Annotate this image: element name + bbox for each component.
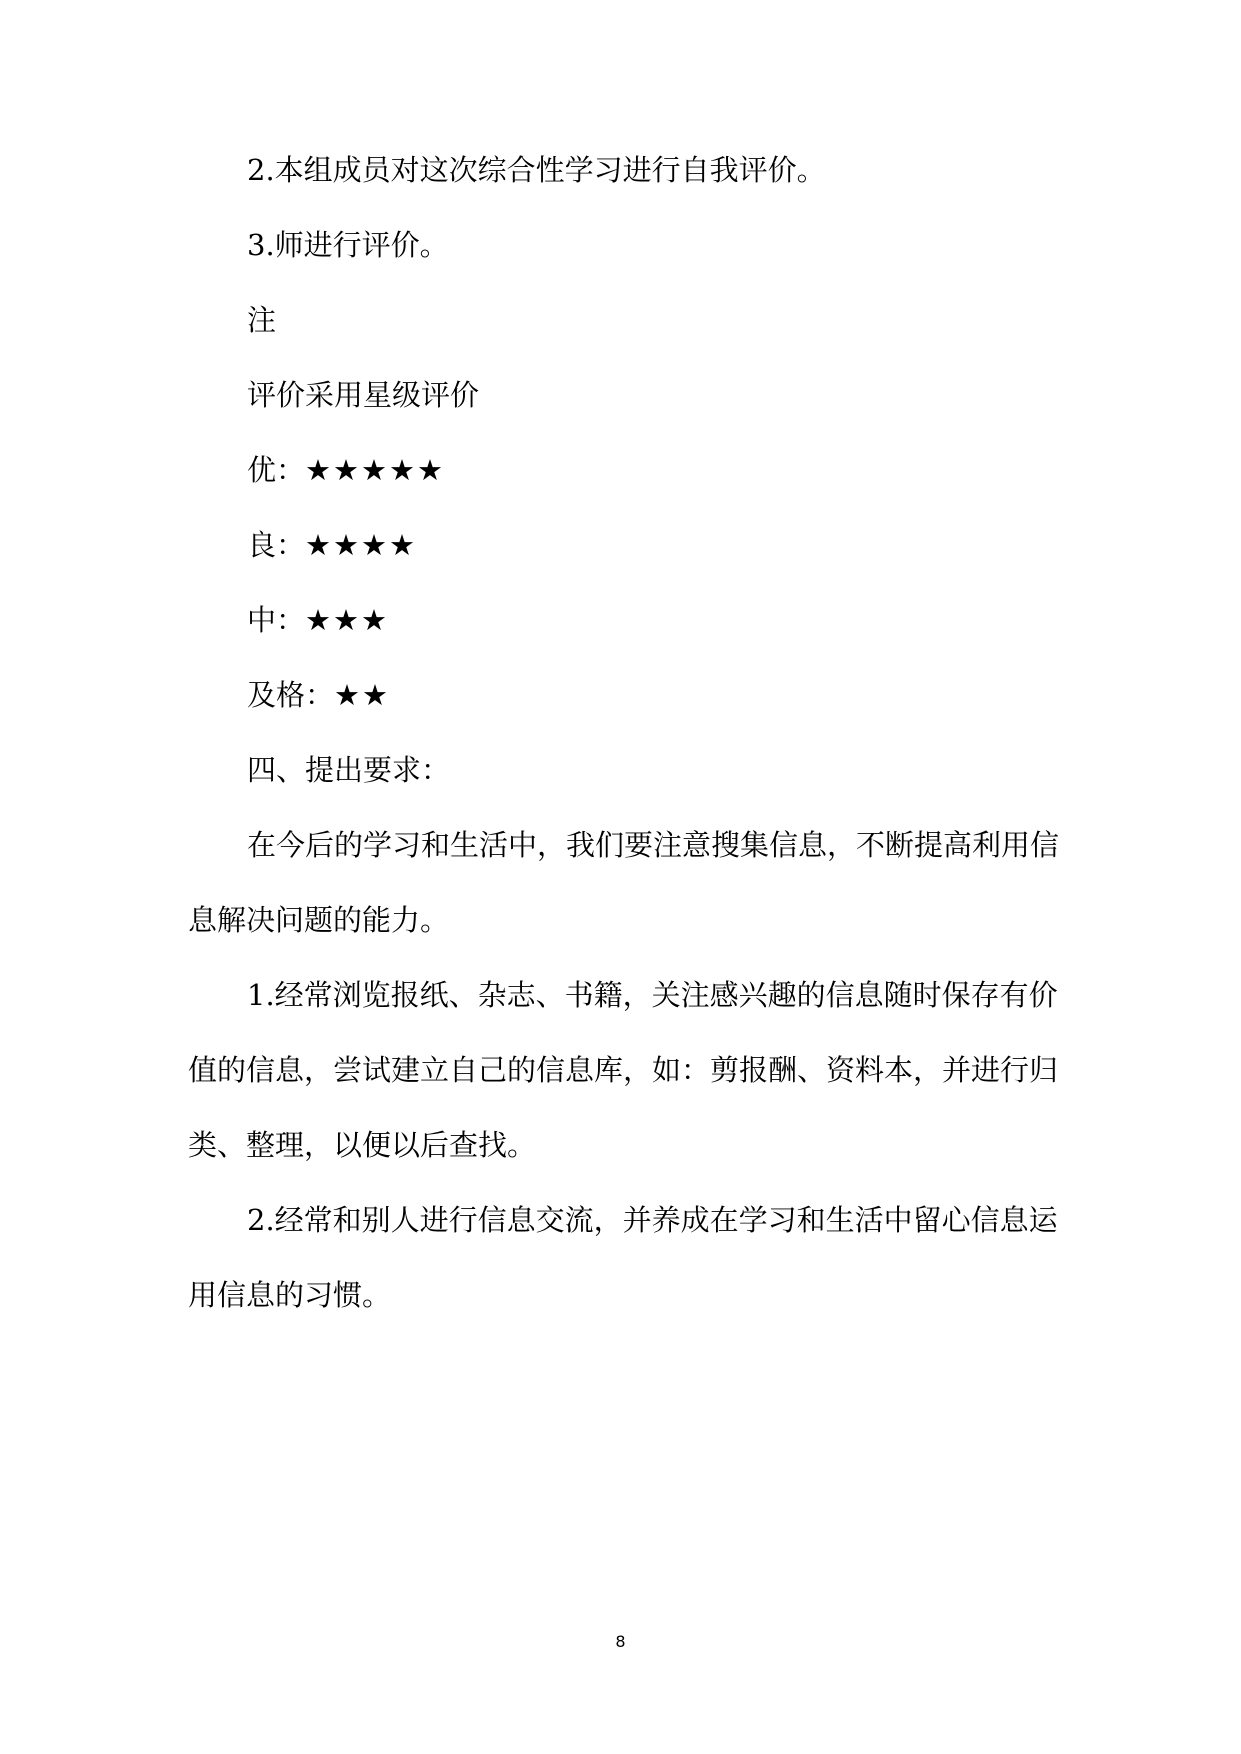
rating-label: 优： (247, 453, 306, 487)
paragraph-item1-line3: 类、整理，以便以后查找。 (188, 1128, 537, 1162)
paragraph-requirements-line2: 息解决问题的能力。 (188, 903, 450, 937)
rating-label: 中： (247, 603, 306, 637)
paragraph-teacher-evaluation: 3.师进行评价。 (247, 228, 449, 262)
paragraph-item2-line1: 2.经常和别人进行信息交流，并养成在学习和生活中留心信息运 (247, 1203, 1058, 1237)
paragraph-star-rating: 评价采用星级评价 (247, 378, 480, 412)
star-icons: ★★★★★ (305, 453, 446, 487)
rating-good (0, 525, 1241, 565)
note-heading: 注 (247, 303, 277, 337)
star-icons: ★★★★ (305, 528, 418, 562)
rating-pass (0, 675, 1241, 715)
star-icons: ★★★ (305, 603, 390, 637)
star-icons: ★★ (334, 678, 391, 712)
paragraph-requirements-line1: 在今后的学习和生活中，我们要注意搜集信息，不断提高利用信 (247, 828, 1060, 862)
rating-medium (0, 600, 1241, 640)
paragraph-self-evaluation: 2.本组成员对这次综合性学习进行自我评价。 (247, 153, 826, 187)
paragraph-item1-line1: 1.经常浏览报纸、杂志、书籍，关注感兴趣的信息随时保存有价 (247, 978, 1058, 1012)
paragraph-item2-line2: 用信息的习惯。 (188, 1278, 392, 1312)
rating-label: 及格： (247, 678, 335, 712)
page-number: 8 (615, 1632, 626, 1651)
paragraph-item1-line2: 值的信息，尝试建立自己的信息库，如：剪报酬、资料本，并进行归 (188, 1053, 1059, 1087)
rating-label: 良： (247, 528, 306, 562)
rating-excellent (0, 450, 1241, 490)
section-heading-requirements: 四、提出要求： (247, 753, 451, 787)
